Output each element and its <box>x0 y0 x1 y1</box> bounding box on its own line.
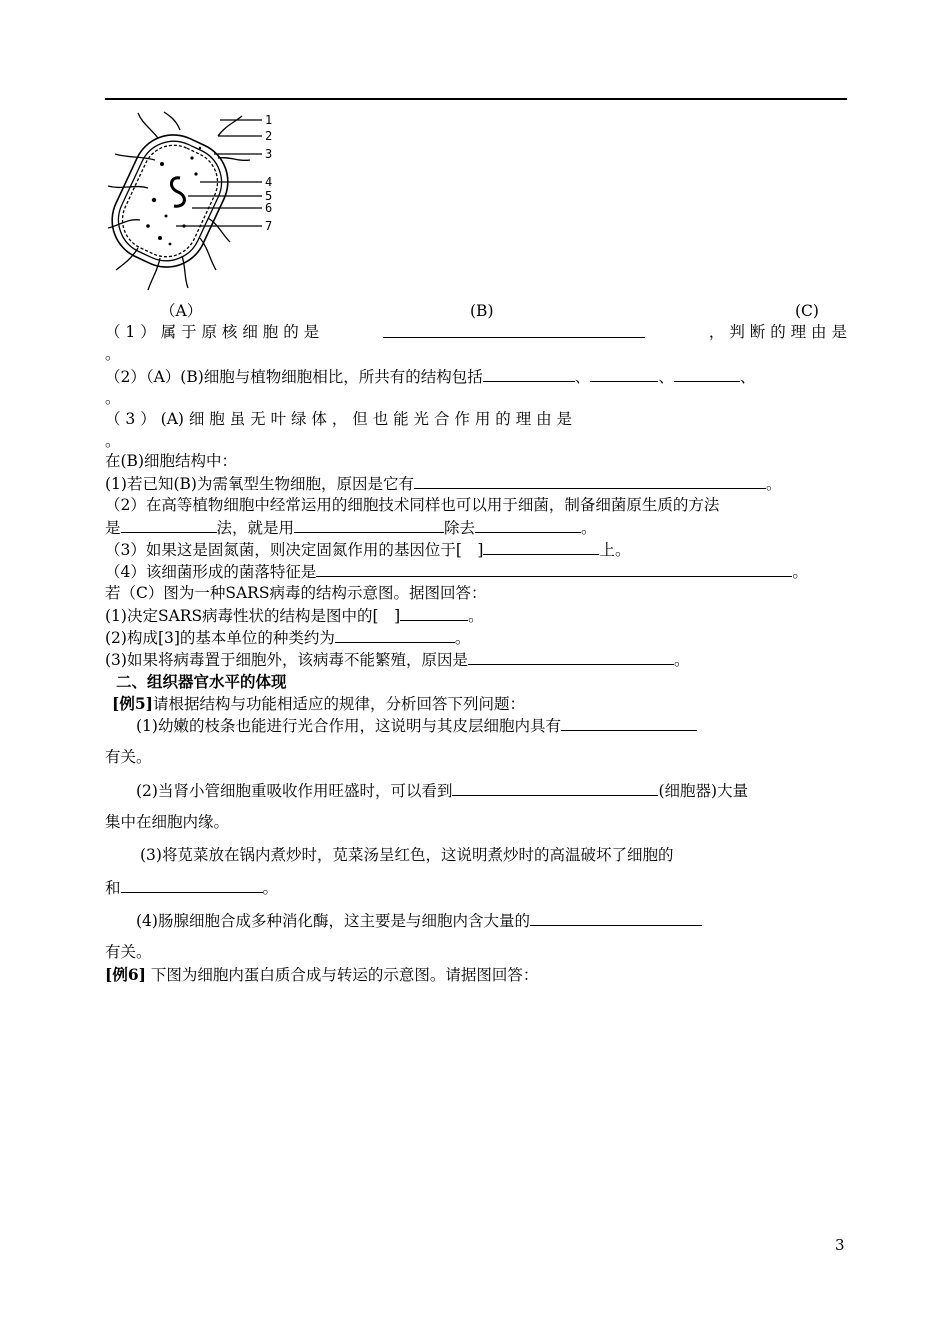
c-p1 <box>105 606 484 626</box>
ex5-item-3: (3)将苋菜放在锅内煮炒时，苋菜汤呈红色，这说明煮炒时的高温破坏了细胞的 <box>140 846 674 864</box>
ex6-label: [例6] <box>105 965 146 984</box>
ex5-i1-text: (1)幼嫩的枝条也能进行光合作用，这说明与其皮层细胞内具有 <box>136 717 561 735</box>
question-2 <box>105 367 755 387</box>
callout-6: 6 <box>265 201 273 215</box>
b-p4-end: 。 <box>792 563 808 581</box>
q1-end: 。 <box>105 345 121 363</box>
c-p2-text: (2)构成[3]的基本单位的种类约为 <box>105 629 335 647</box>
c-p1-text: (1)决定SARS病毒性状的结构是图中的[ ] <box>105 607 401 625</box>
b-p3-end: 上。 <box>599 541 631 559</box>
example-6 <box>105 965 538 985</box>
b-p3-blank[interactable] <box>483 540 599 555</box>
callout-5: 5 <box>265 189 273 203</box>
figure-label-c: (C) <box>795 302 819 320</box>
b-p2b-blank-1[interactable] <box>121 518 217 533</box>
q2-blank-3[interactable] <box>674 367 740 382</box>
c-p3-blank[interactable] <box>468 650 674 665</box>
callout-3: 3 <box>265 147 273 161</box>
ex5-item-1 <box>136 716 697 736</box>
b-p2b-end: 。 <box>581 519 597 537</box>
b-p4-blank[interactable] <box>316 562 792 577</box>
b-p2b-1: 是 <box>105 519 121 537</box>
b-p2b-blank-3[interactable] <box>475 518 581 533</box>
ex5-i1-end: 有关。 <box>105 748 152 766</box>
b-p1-blank[interactable] <box>414 474 766 489</box>
q2-text: （2）（A）(B)细胞与植物细胞相比，所共有的结构包括 <box>105 368 483 386</box>
b-p3-text: （3）如果这是固氮菌，则决定固氮作用的基因位于[ ] <box>105 541 484 559</box>
q2-sep-3: 、 <box>739 368 756 386</box>
ex5-i2-blank[interactable] <box>452 781 658 796</box>
b-p1 <box>105 474 781 494</box>
callout-2: 2 <box>265 129 273 143</box>
ex5-i3b <box>105 878 278 898</box>
c-p3-end: 。 <box>673 651 690 669</box>
q1-blank[interactable] <box>383 323 645 338</box>
b-p4-text: （4）该细菌形成的菌落特征是 <box>105 563 317 581</box>
c-intro: 若（C）图为一种SARS病毒的结构示意图。据图回答： <box>105 584 487 602</box>
q2-end: 。 <box>105 389 121 407</box>
ex5-i2-text: (2)当肾小管细胞重吸收作用旺盛时，可以看到 <box>136 782 453 800</box>
q1-text-a: （ 1 ） 属 于 原 核 细 胞 的 是 <box>105 323 320 341</box>
b-p2a: （2）在高等植物细胞中经常运用的细胞技术同样也可以用于细菌，制备细菌原生质的方法 <box>105 496 720 514</box>
c-p3-text: (3)如果将病毒置于细胞外，该病毒不能繁殖，原因是 <box>105 651 468 669</box>
b-p1-end: 。 <box>765 475 782 493</box>
b-p2b-2: 法，就是用 <box>216 519 295 537</box>
b-intro: 在(B)细胞结构中： <box>105 452 237 470</box>
callout-1: 1 <box>265 113 273 127</box>
ex5-i3-blank[interactable] <box>121 878 263 893</box>
question-3 <box>105 410 847 429</box>
ex5-item-2 <box>136 781 748 801</box>
ex5-item-4 <box>136 911 702 931</box>
bacterium-diagram <box>100 108 290 298</box>
ex6-text: 下图为细胞内蛋白质合成与转运的示意图。请据图回答： <box>145 966 539 984</box>
callout-7: 7 <box>265 219 273 233</box>
b-p3 <box>105 540 630 560</box>
q3-end: 。 <box>105 432 121 450</box>
figure-label-b: (B) <box>470 302 494 320</box>
b-p2b-3: 除去 <box>444 519 476 537</box>
question-1 <box>105 323 847 342</box>
c-p3 <box>105 650 689 670</box>
ex5-i3-end: 。 <box>262 879 279 897</box>
q1-text-b: ， 判 断 的 理 由 是 <box>708 323 847 341</box>
q2-sep-1: 、 <box>574 368 591 386</box>
b-p1-text: (1)若已知(B)为需氧型生物细胞，原因是它有 <box>105 475 414 493</box>
b-p4 <box>105 562 808 582</box>
figure-label-a: （A） <box>160 302 203 320</box>
ex5-i4-blank[interactable] <box>530 911 702 926</box>
c-p2-blank[interactable] <box>335 628 455 643</box>
section-2-heading: 二、组织器官水平的体现 <box>116 672 287 691</box>
q2-blank-2[interactable] <box>590 367 658 382</box>
q2-blank-1[interactable] <box>483 367 575 382</box>
c-p1-end: 。 <box>468 607 484 625</box>
b-p2b <box>105 518 597 538</box>
ex5-i2-end: (细胞器)大量 <box>658 782 749 800</box>
q3-text: （ 3 ） (A) 细 胞 虽 无 叶 绿 体 ， 但 也 能 光 合 作 用 的 理 由 是 <box>105 410 573 428</box>
ex5-i3b-text: 和 <box>105 879 121 897</box>
q2-sep-2: 、 <box>658 368 674 386</box>
callout-4: 4 <box>265 175 273 189</box>
c-p2 <box>105 628 470 648</box>
c-p2-end: 。 <box>454 629 471 647</box>
header-rule <box>105 98 847 100</box>
ex5-i4-end: 有关。 <box>105 943 152 961</box>
page-number: 3 <box>835 1236 845 1254</box>
ex5-i4-text: (4)肠腺细胞合成多种消化酶，这主要是与细胞内含大量的 <box>136 912 530 930</box>
c-p1-blank[interactable] <box>400 606 468 621</box>
ex5-i1-blank[interactable] <box>561 716 697 731</box>
ex5-text: 请根据结构与功能相适应的规律，分析回答下列问题： <box>152 695 525 713</box>
ex5-i2b: 集中在细胞内缘。 <box>105 813 230 831</box>
b-p2b-blank-2[interactable] <box>294 518 444 533</box>
ex5-label: [例5] <box>112 694 153 713</box>
example-5 <box>112 694 525 714</box>
